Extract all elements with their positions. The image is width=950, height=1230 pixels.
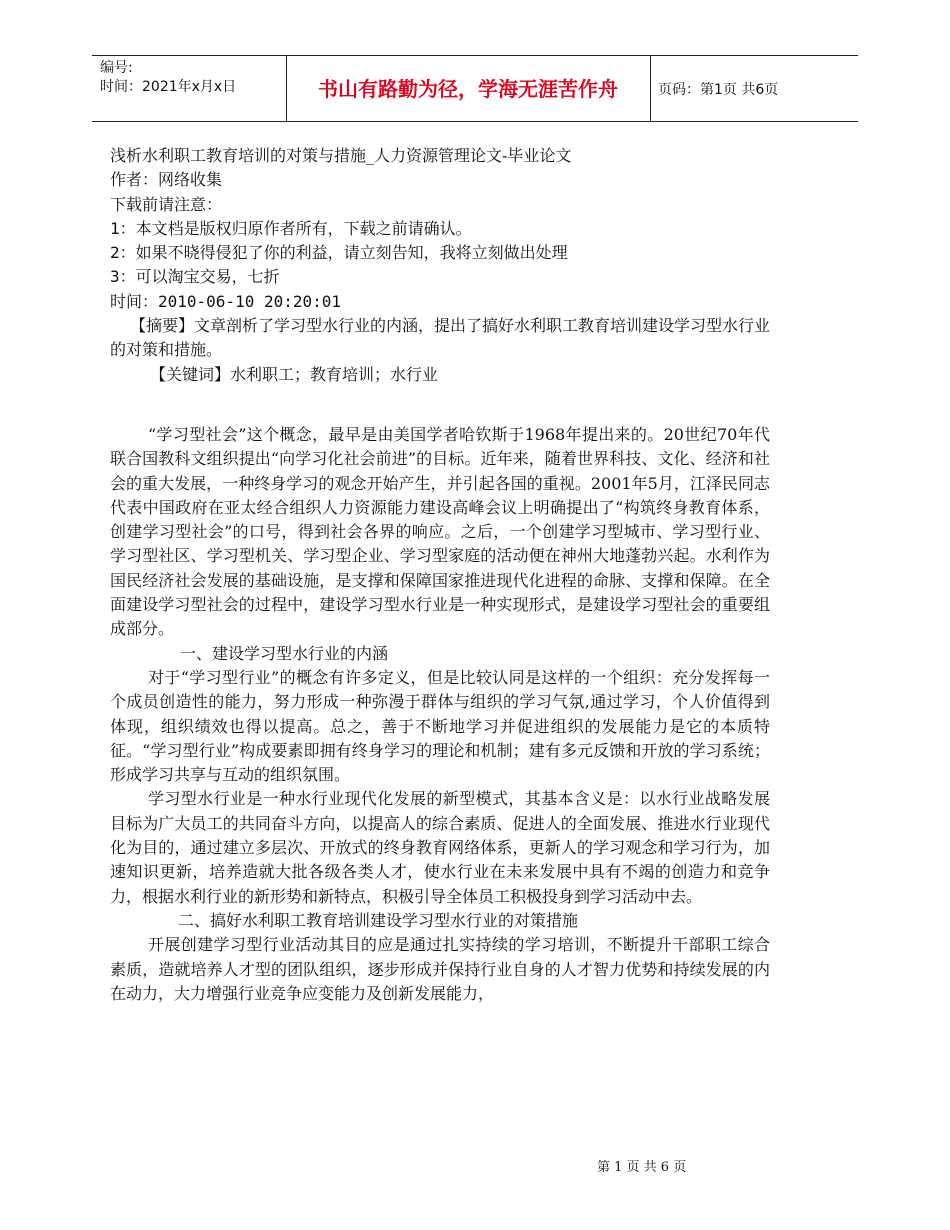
header-bottom-rule [92, 121, 858, 122]
header-top-rule [92, 55, 858, 56]
body-paragraph: 对于“学习型行业”的概念有许多定义，但是比较认同是这样的一个组织：充分发挥每一个成员创造性的能力，努力形成一种弥漫于群体与组织的学习气氛,通过学习，个人价值得到体现，组织绩效也得以提高。总之，善于不断地学习并促进组织的发展能力是它的本质特征。“学习型行业”构成要素即拥有终身学习的理论和机制；建有多元反馈和开放的学习系统；形成学习共享与互动的组织氛围。 [110, 667, 770, 785]
body-paragraph: 学习型水行业是一种水行业现代化发展的新型模式，其基本含义是：以水行业战略发展目标为广大员工的共同奋斗方向，以提高人的综合素质、促进人的全面发展、推进水行业现代化为目的，通过建立多层次、开放式的终身教育网络体系，更新人的学习观念和学习行为，加速知识更新，培养造就大批各级各类人才，使水行业在未来发展中具有不竭的创造力和竞争力，根据水利行业的新形势和新特点，积极引导全体员工积极投身到学习活动中去。 [110, 789, 770, 906]
notice-item: 3：可以淘宝交易，七折 [110, 267, 280, 287]
header-motto: 书山有路勤为径，学海无涯苦作舟 [318, 77, 618, 101]
document-abstract: 【摘要】文章剖析了学习型水行业的内涵，提出了搞好水利职工教育培训建设学习型水行业的对策和措施。 [110, 316, 771, 360]
header-time-label: 时间：2021年x月x日 [100, 79, 237, 95]
section-heading: 一、建设学习型水行业的内涵 [180, 643, 389, 663]
footer-page-info: 第 1 页 共 6 页 [597, 1160, 687, 1175]
body-paragraph: 开展创建学习型行业活动其目的应是通过扎实持续的学习培训，不断提升干部职工综合素质，造就培养人才型的团队组织，逐步形成并保持行业自身的人才智力优势和持续发展的内在动力，大力增强行业竞争应变能力及创新发展能力， [110, 935, 770, 1003]
header-divider-right [650, 55, 651, 121]
header-divider-left [286, 55, 287, 121]
notice-item: 1：本文档是版权归原作者所有，下载之前请确认。 [110, 218, 472, 238]
header-page-label: 页码：第1页 共6页 [658, 82, 779, 98]
notice-title: 下载前请注意： [110, 194, 223, 214]
body-paragraph: “学习型社会”这个概念，最早是由美国学者哈钦斯于1968年提出来的。20世纪70年代联合国教科文组织提出“向学习化社会前进”的目标。近年来，随着世界科技、文化、经济和社会的重大发展，一种终身学习的观念开始产生，并引起各国的重视。2001年5月，江泽民同志代表中国政府在亚太经合组织人力资源能力建设高峰会议上明确提出了“构筑终身教育体系，创建学习型社会”的口号，得到社会各界的响应。之后，一个创建学习型城市、学习型行业、学习型社区、学习型机关、学习型企业、学习型家庭的活动便在神州大地蓬勃兴起。水利作为国民经济社会发展的基础设施，是支撑和保障国家推进现代化进程的命脉、支撑和保障。在全面建设学习型社会的过程中，建设学习型水行业是一种实现形式，是建设学习型社会的重要组成部分。 [110, 424, 770, 639]
document-time: 时间：2010-06-10 20:20:01 [110, 291, 342, 311]
section-heading: 二、搞好水利职工教育培训建设学习型水行业的对策措施 [178, 910, 579, 930]
document-title: 浅析水利职工教育培训的对策与措施_人力资源管理论文-毕业论文 [110, 146, 572, 165]
paragraph-spacer [110, 387, 770, 423]
header-number-label: 编号: [100, 60, 133, 76]
document-keywords: 【关键词】水利职工；教育培训；水行业 [150, 364, 439, 384]
document-body [110, 144, 770, 1006]
document-author: 作者：网络收集 [110, 170, 223, 190]
notice-item: 2：如果不晓得侵犯了你的利益，请立刻告知，我将立刻做出处理 [110, 243, 568, 263]
